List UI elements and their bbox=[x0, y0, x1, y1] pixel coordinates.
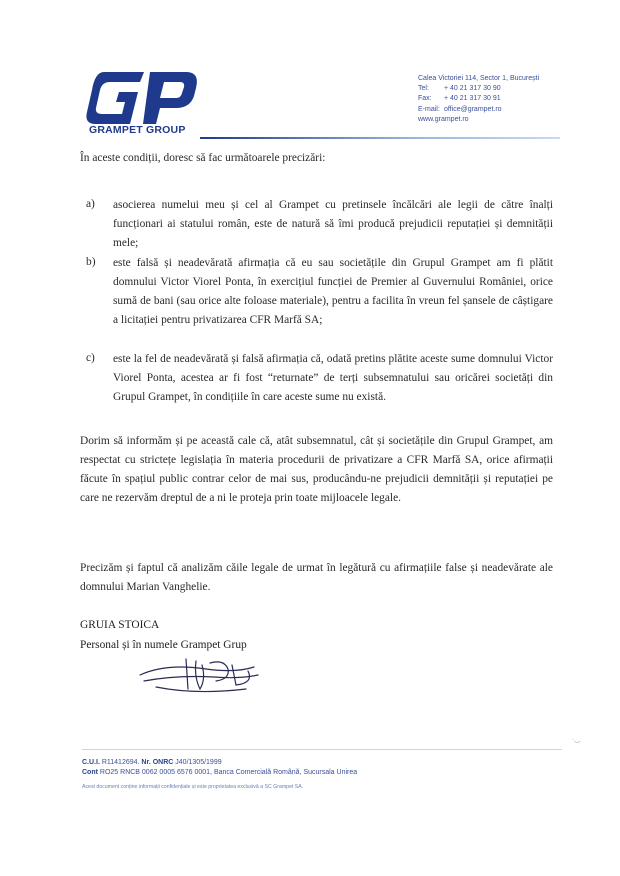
item-marker: c) bbox=[86, 352, 95, 364]
fax-value: + 40 21 317 30 91 bbox=[444, 95, 501, 103]
onrc-label: Nr. ONRC bbox=[141, 759, 174, 766]
website-link[interactable]: www.grampet.ro bbox=[418, 115, 469, 123]
onrc-value: J40/1305/1999 bbox=[175, 759, 222, 766]
header-divider bbox=[200, 137, 560, 139]
company-name: GRAMPET GROUP bbox=[89, 124, 186, 136]
list-item: este la fel de neadevărată și falsă afirmația că, odată pretins plătite aceste sume domnului Victor Viorel Ponta, acestea ar fi fost “returnate” de terți subsemnatului sau oricărei societăți din Grupul Grampet, în condițiile în care aceste sume nu există. bbox=[113, 353, 553, 403]
intro-text: În aceste condiții, doresc să fac următoarele precizări: bbox=[80, 152, 326, 164]
footer-registration bbox=[82, 758, 357, 768]
confidential-note: Acest document conține informații confidențiale și este proprietatea exclusivă a SC Grampet SA. bbox=[82, 784, 304, 790]
cui-label: C.U.I. bbox=[82, 759, 100, 766]
fax-label: Fax: bbox=[418, 95, 432, 103]
account-label: Cont bbox=[82, 768, 98, 776]
paragraph-2: Precizăm și faptul că analizăm căile legale de urmat în legătură cu afirmațiile false și neadevărate ale domnului Marian Vanghelie. bbox=[80, 562, 553, 593]
fax-row bbox=[418, 94, 539, 104]
bank-name: Banca Comercială Română, Sucursala Unirea bbox=[213, 768, 358, 776]
footer-bank bbox=[82, 768, 357, 778]
footer-divider bbox=[82, 749, 562, 750]
list-item: asocierea numelui meu și cel al Grampet cu pretinsele încălcări ale legii de către înalți funcționari ai statului român, este de natură să îmi producă prejudicii reputației și demnității mele; bbox=[113, 199, 553, 249]
address: Calea Victoriei 114, Sector 1, București bbox=[418, 75, 540, 82]
signer-name: GRUIA STOICA bbox=[80, 619, 160, 631]
grampet-logo bbox=[86, 70, 198, 124]
footer bbox=[82, 758, 357, 793]
list-item: este falsă și neadevărată afirmația că eu sau societățile din Grupul Grampet am fi plătit domnului Victor Viorel Ponta, în exercițiul funcției de Premier al Guvernului României, orice sumă de bani (sau orice alte foloase materiale), pentru a facilita în vreun fel șansele de câștigare a licitației pentru privatizarea CFR Marfă SA; bbox=[113, 257, 553, 326]
handwritten-signature bbox=[136, 655, 266, 703]
email-link[interactable]: office@grampet.ro bbox=[444, 105, 502, 113]
item-marker: a) bbox=[86, 198, 95, 210]
account-value: RO25 RNCB 0062 0005 6576 0001, bbox=[99, 768, 212, 776]
signer-title: Personal și în numele Grampet Grup bbox=[80, 639, 247, 651]
tel-label: Tel: bbox=[418, 85, 429, 93]
email-label: E-mail: bbox=[418, 105, 440, 113]
tel-value: + 40 21 317 30 90 bbox=[444, 85, 501, 93]
paragraph-1: Dorim să informăm și pe această cale că, atât subsemnatul, cât și societățile din Grupul Grampet, am respectat cu strictețe legislația în materia procedurii de privatizare a CFR Marfă SA, orice afirmații făcute în spațiul public contrar celor de mai sus, producându-ne prejudicii demnității și reputației pe care ne rezervăm dreptul de a ni le proteja prin toate mijloacele legale. bbox=[80, 435, 553, 504]
corner-mark-icon: ·‿ bbox=[572, 736, 580, 743]
phone-row bbox=[418, 84, 539, 94]
email-row bbox=[418, 105, 539, 115]
contact-block bbox=[418, 74, 539, 125]
cui-value: R11412694. bbox=[101, 759, 140, 766]
item-marker: b) bbox=[86, 256, 96, 268]
